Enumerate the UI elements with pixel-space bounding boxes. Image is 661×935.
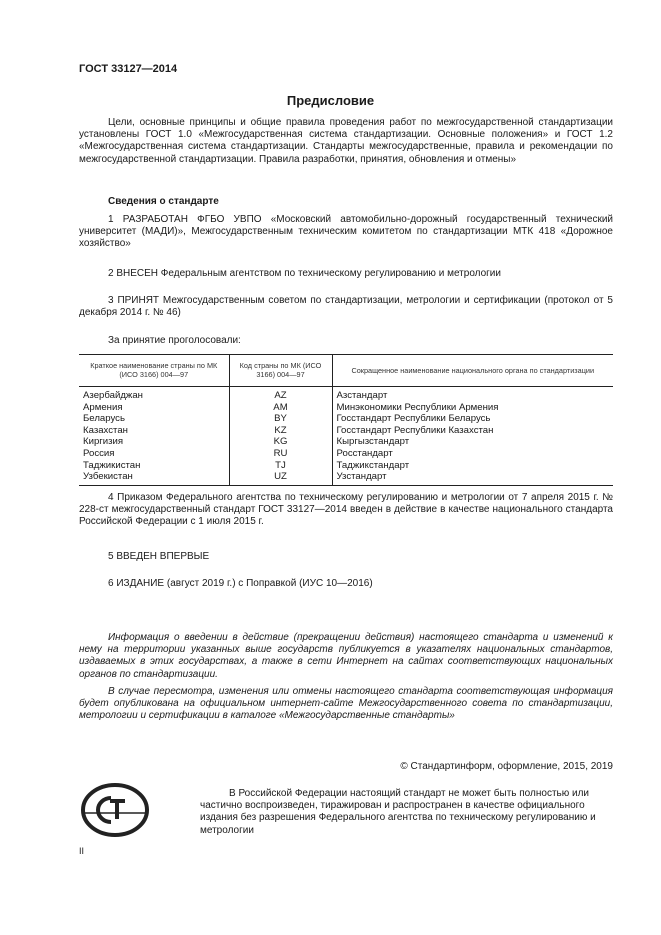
standards-body-cell: Росстандарт <box>332 448 613 460</box>
country-code-cell: AM <box>229 402 332 414</box>
header-country-name: Краткое наименование страны по МК (ИСО 3166) 004—97 <box>79 355 229 387</box>
country-name-cell: Казахстан <box>83 424 128 436</box>
standards-body-cell: Кыргызстандарт <box>332 436 613 448</box>
copyright-notice: © Стандартинформ, оформление, 2015, 2019 <box>400 761 613 772</box>
header-standards-body: Сокращенное наименование национального органа по стандартизации <box>332 355 613 387</box>
info-revision: В случае пересмотра, изменения или отмены настоящего стандарта соответствующая информация будет опубликована на официальном интернет-сайте Межгосударственного совета по стандартизации, метрологии и сертификации в каталоге «Межгосударственные стандарты» <box>79 686 613 722</box>
about-standard-heading: Сведения о стандарте <box>108 196 219 207</box>
table-row <box>79 402 613 414</box>
item-introduced: 2 ВНЕСЕН Федеральным агентством по техническому регулированию и метрологии <box>108 268 501 279</box>
table-row <box>79 387 613 402</box>
item-order: 4 Приказом Федерального агентства по техническому регулированию и метрологии от 7 апреля 2015 г. № 228-ст межгосударственный стандарт ГОСТ 33127—2014 введен в действие в качестве национального стандарта Российской Федерации с 1 июля 2015 г. <box>79 492 613 528</box>
item-adopted: 3 ПРИНЯТ Межгосударственным советом по стандартизации, метрологии и сертификации (протокол от 5 декабря 2014 г. № 46) <box>79 295 613 319</box>
table-row <box>79 448 613 460</box>
country-name-cell: Узбекистан <box>79 471 229 485</box>
country-name-cell: Таджикистан <box>83 459 141 471</box>
country-code-cell: KG <box>229 436 332 448</box>
header-country-code: Код страны по МК (ИСО 3166) 004—97 <box>229 355 332 387</box>
country-name-cell: Россия <box>83 447 115 459</box>
page-number: II <box>79 846 85 856</box>
standards-body-cell: Минэкономики Республики Армения <box>332 402 613 414</box>
document-code: ГОСТ 33127—2014 <box>79 63 178 75</box>
table-row <box>79 425 613 437</box>
standards-body-cell: Узстандарт <box>332 471 613 485</box>
country-code-cell: BY <box>229 413 332 425</box>
country-code-cell: AZ <box>229 387 332 402</box>
table-row <box>79 460 613 472</box>
standards-body-cell: Азстандарт <box>332 387 613 402</box>
gost-r-emblem-icon <box>80 782 150 838</box>
country-name-cell: Киргизия <box>83 436 124 448</box>
item-edition: 6 ИЗДАНИЕ (август 2019 г.) с Поправкой (ИУС 10—2016) <box>108 578 373 589</box>
item-developed: 1 РАЗРАБОТАН ФГБО УВПО «Московский автомобильно-дорожный государственный технический университет (МАДИ)», Межгосударственным техническим комитетом по стандартизации МТК 418 «Дорожное хозяйство» <box>79 214 613 250</box>
country-name-cell: Азербайджан <box>83 390 143 401</box>
country-code-cell: RU <box>229 448 332 460</box>
country-name-cell: Беларусь <box>83 413 125 425</box>
intro-paragraph: Цели, основные принципы и общие правила проведения работ по межгосударственной стандартизации установлены ГОСТ 1.0 «Межгосударственная система стандартизации. Основные положения» и ГОСТ 1.2 «Межгосударственная система стандартизации. Стандарты межгосударственные, правила и рекомендации по межгосударственной стандартизации. Правила разработки, принятия, обновления и отмены» <box>79 117 613 165</box>
standards-body-cell: Госстандарт Республики Казахстан <box>332 425 613 437</box>
rights-notice: В Российской Федерации настоящий стандарт не может быть полностью или частично воспроизведен, тиражирован и распространен в качестве официального издания без разрешения Федерального агентства по техническому регулированию и метрологии <box>200 788 596 836</box>
member-states-table <box>79 354 613 486</box>
page-title: Предисловие <box>286 93 375 108</box>
standards-body-cell: Госстандарт Республики Беларусь <box>332 413 613 425</box>
country-code-cell: KZ <box>229 425 332 437</box>
standards-body-cell: Таджикстандарт <box>332 460 613 472</box>
country-code-cell: TJ <box>229 460 332 472</box>
voted-label: За принятие проголосовали: <box>108 335 241 346</box>
table-row <box>79 436 613 448</box>
table-row <box>79 471 613 485</box>
table-row <box>79 413 613 425</box>
info-enactment: Информация о введении в действие (прекращении действия) настоящего стандарта и изменений к нему на территории указанных выше государств публикуется в указателях национальных стандартов, издаваемых в этих государствах, а также в сети Интернет на сайтах соответствующих национальных органов по стандартизации. <box>79 632 613 680</box>
country-code-cell: UZ <box>229 471 332 485</box>
item-first-introduced: 5 ВВЕДЕН ВПЕРВЫЕ <box>108 551 210 562</box>
country-name-cell: Армения <box>83 401 123 413</box>
